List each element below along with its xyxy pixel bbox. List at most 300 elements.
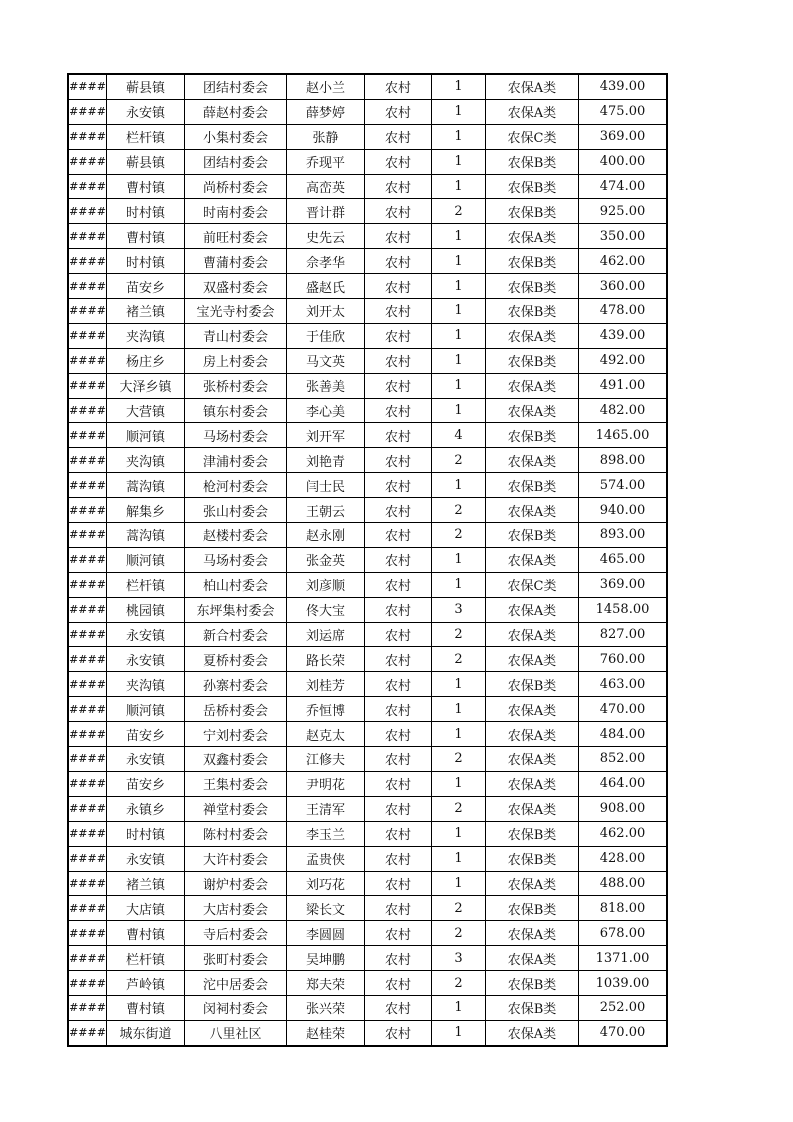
town-cell: 城东街道 [107,1020,185,1045]
area-type-cell: 农村 [365,199,432,224]
amount-cell: 252.00 [579,995,668,1020]
date-cell: #### [68,597,107,622]
date-cell: #### [68,249,107,274]
insurance-type-cell: 农保A类 [486,547,579,572]
insurance-type-cell: 农保B类 [486,274,579,299]
area-type-cell: 农村 [365,995,432,1020]
town-cell: 褚兰镇 [107,299,185,324]
town-cell: 栏杆镇 [107,124,185,149]
village-cell: 津浦村委会 [185,448,287,473]
count-cell: 1 [432,871,486,896]
amount-cell: 439.00 [579,74,668,99]
village-cell: 闵祠村委会 [185,995,287,1020]
village-cell: 张桥村委会 [185,373,287,398]
count-cell: 1 [432,672,486,697]
count-cell: 1 [432,398,486,423]
town-cell: 时村镇 [107,821,185,846]
amount-cell: 464.00 [579,771,668,796]
count-cell: 1 [432,323,486,348]
count-cell: 1 [432,547,486,572]
amount-cell: 428.00 [579,846,668,871]
name-cell: 吴坤鹏 [287,946,365,971]
town-cell: 顺河镇 [107,697,185,722]
count-cell: 1 [432,821,486,846]
count-cell: 1 [432,174,486,199]
amount-cell: 462.00 [579,249,668,274]
area-type-cell: 农村 [365,323,432,348]
name-cell: 刘开军 [287,423,365,448]
insurance-type-cell: 农保B类 [486,174,579,199]
area-type-cell: 农村 [365,74,432,99]
insurance-type-cell: 农保A类 [486,697,579,722]
amount-cell: 760.00 [579,647,668,672]
town-cell: 蒿沟镇 [107,473,185,498]
name-cell: 史先云 [287,224,365,249]
village-cell: 新合村委会 [185,622,287,647]
table-row [68,249,667,274]
count-cell: 1 [432,249,486,274]
count-cell: 1 [432,771,486,796]
amount-cell: 1465.00 [579,423,668,448]
area-type-cell: 农村 [365,572,432,597]
amount-cell: 463.00 [579,672,668,697]
insurance-type-cell: 农保A类 [486,448,579,473]
name-cell: 盛赵氏 [287,274,365,299]
table-row [68,224,667,249]
town-cell: 时村镇 [107,249,185,274]
town-cell: 解集乡 [107,498,185,523]
date-cell: #### [68,722,107,747]
count-cell: 1 [432,348,486,373]
name-cell: 佟大宝 [287,597,365,622]
table-row [68,473,667,498]
area-type-cell: 农村 [365,896,432,921]
town-cell: 时村镇 [107,199,185,224]
name-cell: 刘运席 [287,622,365,647]
date-cell: #### [68,572,107,597]
village-cell: 夏桥村委会 [185,647,287,672]
town-cell: 苗安乡 [107,274,185,299]
insurance-type-cell: 农保A类 [486,771,579,796]
table-row [68,323,667,348]
date-cell: #### [68,274,107,299]
area-type-cell: 农村 [365,722,432,747]
date-cell: #### [68,821,107,846]
area-type-cell: 农村 [365,448,432,473]
table-row [68,796,667,821]
amount-cell: 474.00 [579,174,668,199]
count-cell: 3 [432,597,486,622]
name-cell: 张静 [287,124,365,149]
date-cell: #### [68,299,107,324]
area-type-cell: 农村 [365,971,432,996]
amount-cell: 1039.00 [579,971,668,996]
name-cell: 马文英 [287,348,365,373]
table-row [68,697,667,722]
amount-cell: 462.00 [579,821,668,846]
insurance-type-cell: 农保A类 [486,921,579,946]
date-cell: #### [68,871,107,896]
area-type-cell: 农村 [365,1020,432,1045]
name-cell: 赵小兰 [287,74,365,99]
village-cell: 柏山村委会 [185,572,287,597]
name-cell: 乔恒博 [287,697,365,722]
area-type-cell: 农村 [365,647,432,672]
town-cell: 夹沟镇 [107,448,185,473]
amount-cell: 478.00 [579,299,668,324]
town-cell: 芦岭镇 [107,971,185,996]
date-cell: #### [68,896,107,921]
name-cell: 路长荣 [287,647,365,672]
table-row [68,871,667,896]
amount-cell: 1371.00 [579,946,668,971]
date-cell: #### [68,995,107,1020]
village-cell: 小集村委会 [185,124,287,149]
date-cell: #### [68,697,107,722]
table-body [68,74,667,1046]
insurance-type-cell: 农保B类 [486,473,579,498]
village-cell: 禅堂村委会 [185,796,287,821]
insurance-type-cell: 农保C类 [486,572,579,597]
village-cell: 房上村委会 [185,348,287,373]
insurance-type-cell: 农保A类 [486,74,579,99]
date-cell: #### [68,199,107,224]
table-row [68,99,667,124]
village-cell: 团结村委会 [185,149,287,174]
table-row [68,423,667,448]
amount-cell: 360.00 [579,274,668,299]
insurance-type-cell: 农保A类 [486,1020,579,1045]
table-row [68,547,667,572]
insurance-type-cell: 农保A类 [486,722,579,747]
date-cell: #### [68,771,107,796]
area-type-cell: 农村 [365,672,432,697]
name-cell: 尹明花 [287,771,365,796]
date-cell: #### [68,373,107,398]
count-cell: 1 [432,572,486,597]
insurance-type-cell: 农保B类 [486,523,579,548]
table-row [68,448,667,473]
area-type-cell: 农村 [365,846,432,871]
name-cell: 薛梦婷 [287,99,365,124]
count-cell: 1 [432,74,486,99]
village-cell: 马场村委会 [185,423,287,448]
insurance-type-cell: 农保B类 [486,249,579,274]
amount-cell: 350.00 [579,224,668,249]
town-cell: 曹村镇 [107,921,185,946]
table-row [68,921,667,946]
date-cell: #### [68,921,107,946]
area-type-cell: 农村 [365,124,432,149]
date-cell: #### [68,448,107,473]
town-cell: 杨庄乡 [107,348,185,373]
village-cell: 八里社区 [185,1020,287,1045]
town-cell: 苗安乡 [107,771,185,796]
amount-cell: 1458.00 [579,597,668,622]
town-cell: 大营镇 [107,398,185,423]
area-type-cell: 农村 [365,398,432,423]
village-cell: 大许村委会 [185,846,287,871]
count-cell: 2 [432,498,486,523]
amount-cell: 827.00 [579,622,668,647]
village-cell: 双盛村委会 [185,274,287,299]
village-cell: 薛赵村委会 [185,99,287,124]
count-cell: 1 [432,274,486,299]
count-cell: 1 [432,373,486,398]
town-cell: 永安镇 [107,647,185,672]
area-type-cell: 农村 [365,174,432,199]
date-cell: #### [68,174,107,199]
insurance-type-cell: 农保B类 [486,149,579,174]
table-row [68,622,667,647]
count-cell: 1 [432,995,486,1020]
name-cell: 张善美 [287,373,365,398]
count-cell: 1 [432,99,486,124]
amount-cell: 369.00 [579,124,668,149]
name-cell: 张金英 [287,547,365,572]
village-cell: 前旺村委会 [185,224,287,249]
amount-cell: 678.00 [579,921,668,946]
area-type-cell: 农村 [365,498,432,523]
table-row [68,771,667,796]
table-row [68,348,667,373]
area-type-cell: 农村 [365,473,432,498]
count-cell: 1 [432,149,486,174]
date-cell: #### [68,423,107,448]
name-cell: 王朝云 [287,498,365,523]
insurance-type-cell: 农保B类 [486,971,579,996]
count-cell: 1 [432,1020,486,1045]
count-cell: 2 [432,523,486,548]
date-cell: #### [68,647,107,672]
name-cell: 赵桂荣 [287,1020,365,1045]
amount-cell: 488.00 [579,871,668,896]
area-type-cell: 农村 [365,622,432,647]
village-cell: 大店村委会 [185,896,287,921]
date-cell: #### [68,348,107,373]
insurance-type-cell: 农保A类 [486,498,579,523]
date-cell: #### [68,846,107,871]
amount-cell: 491.00 [579,373,668,398]
area-type-cell: 农村 [365,597,432,622]
town-cell: 曹村镇 [107,224,185,249]
date-cell: #### [68,473,107,498]
insurance-type-cell: 农保B类 [486,821,579,846]
table-row [68,672,667,697]
count-cell: 4 [432,423,486,448]
date-cell: #### [68,74,107,99]
town-cell: 顺河镇 [107,423,185,448]
name-cell: 江修夫 [287,747,365,772]
insurance-type-cell: 农保A类 [486,946,579,971]
area-type-cell: 农村 [365,796,432,821]
table-row [68,821,667,846]
amount-cell: 439.00 [579,323,668,348]
town-cell: 大泽乡镇 [107,373,185,398]
amount-cell: 852.00 [579,747,668,772]
insurance-type-cell: 农保A类 [486,398,579,423]
count-cell: 1 [432,846,486,871]
date-cell: #### [68,398,107,423]
village-cell: 张山村委会 [185,498,287,523]
date-cell: #### [68,323,107,348]
name-cell: 刘开太 [287,299,365,324]
date-cell: #### [68,1020,107,1045]
town-cell: 栏杆镇 [107,946,185,971]
count-cell: 2 [432,896,486,921]
count-cell: 2 [432,448,486,473]
area-type-cell: 农村 [365,373,432,398]
area-type-cell: 农村 [365,771,432,796]
village-cell: 镇东村委会 [185,398,287,423]
insurance-type-cell: 农保A类 [486,597,579,622]
village-cell: 曹蒲村委会 [185,249,287,274]
table-row [68,498,667,523]
insurance-type-cell: 农保A类 [486,796,579,821]
insurance-type-cell: 农保A类 [486,323,579,348]
name-cell: 李玉兰 [287,821,365,846]
count-cell: 1 [432,722,486,747]
area-type-cell: 农村 [365,149,432,174]
count-cell: 3 [432,946,486,971]
insurance-type-cell: 农保A类 [486,747,579,772]
amount-cell: 492.00 [579,348,668,373]
town-cell: 蕲县镇 [107,74,185,99]
table-row [68,971,667,996]
town-cell: 褚兰镇 [107,871,185,896]
area-type-cell: 农村 [365,697,432,722]
insurance-type-cell: 农保B类 [486,896,579,921]
name-cell: 赵永刚 [287,523,365,548]
count-cell: 1 [432,299,486,324]
amount-cell: 925.00 [579,199,668,224]
count-cell: 2 [432,796,486,821]
count-cell: 1 [432,124,486,149]
town-cell: 永安镇 [107,99,185,124]
table-row [68,896,667,921]
name-cell: 李圆圆 [287,921,365,946]
area-type-cell: 农村 [365,821,432,846]
name-cell: 闫士民 [287,473,365,498]
table-row [68,647,667,672]
table-row [68,373,667,398]
village-cell: 宁刘村委会 [185,722,287,747]
table-row [68,946,667,971]
name-cell: 刘巧花 [287,871,365,896]
town-cell: 曹村镇 [107,995,185,1020]
insurance-type-cell: 农保A类 [486,647,579,672]
village-cell: 谢炉村委会 [185,871,287,896]
table-row [68,299,667,324]
village-cell: 岳桥村委会 [185,697,287,722]
date-cell: #### [68,672,107,697]
insurance-type-cell: 农保B类 [486,423,579,448]
town-cell: 永安镇 [107,747,185,772]
amount-cell: 908.00 [579,796,668,821]
name-cell: 王清军 [287,796,365,821]
count-cell: 1 [432,697,486,722]
amount-cell: 482.00 [579,398,668,423]
town-cell: 夹沟镇 [107,323,185,348]
village-cell: 团结村委会 [185,74,287,99]
table-row [68,846,667,871]
town-cell: 夹沟镇 [107,672,185,697]
area-type-cell: 农村 [365,547,432,572]
amount-cell: 898.00 [579,448,668,473]
date-cell: #### [68,149,107,174]
insurance-type-cell: 农保A类 [486,622,579,647]
name-cell: 于佳欣 [287,323,365,348]
table-row [68,1020,667,1045]
town-cell: 永安镇 [107,622,185,647]
town-cell: 大店镇 [107,896,185,921]
area-type-cell: 农村 [365,249,432,274]
area-type-cell: 农村 [365,946,432,971]
table-row [68,722,667,747]
village-cell: 枪河村委会 [185,473,287,498]
table-row [68,747,667,772]
date-cell: #### [68,99,107,124]
table-row [68,74,667,99]
town-cell: 栏杆镇 [107,572,185,597]
table-row [68,149,667,174]
town-cell: 苗安乡 [107,722,185,747]
insurance-type-cell: 农保A类 [486,373,579,398]
name-cell: 刘桂芳 [287,672,365,697]
town-cell: 永安镇 [107,846,185,871]
village-cell: 青山村委会 [185,323,287,348]
name-cell: 佘孝华 [287,249,365,274]
amount-cell: 574.00 [579,473,668,498]
amount-cell: 369.00 [579,572,668,597]
town-cell: 曹村镇 [107,174,185,199]
date-cell: #### [68,747,107,772]
village-cell: 尚桥村委会 [185,174,287,199]
table-row [68,199,667,224]
count-cell: 2 [432,622,486,647]
date-cell: #### [68,547,107,572]
name-cell: 孟贵侠 [287,846,365,871]
village-cell: 张町村委会 [185,946,287,971]
village-cell: 马场村委会 [185,547,287,572]
village-cell: 寺后村委会 [185,921,287,946]
amount-cell: 893.00 [579,523,668,548]
area-type-cell: 农村 [365,747,432,772]
town-cell: 蕲县镇 [107,149,185,174]
insurance-type-cell: 农保B类 [486,846,579,871]
town-cell: 永镇乡 [107,796,185,821]
table-row [68,995,667,1020]
amount-cell: 940.00 [579,498,668,523]
insurance-type-cell: 农保B类 [486,199,579,224]
amount-cell: 400.00 [579,149,668,174]
name-cell: 乔现平 [287,149,365,174]
amount-cell: 470.00 [579,697,668,722]
table-row [68,597,667,622]
count-cell: 2 [432,921,486,946]
name-cell: 郑夫荣 [287,971,365,996]
amount-cell: 818.00 [579,896,668,921]
table-row [68,174,667,199]
village-cell: 时南村委会 [185,199,287,224]
count-cell: 2 [432,647,486,672]
name-cell: 高峦英 [287,174,365,199]
table-row [68,523,667,548]
village-cell: 王集村委会 [185,771,287,796]
insurance-type-cell: 农保B类 [486,995,579,1020]
town-cell: 蒿沟镇 [107,523,185,548]
name-cell: 张兴荣 [287,995,365,1020]
